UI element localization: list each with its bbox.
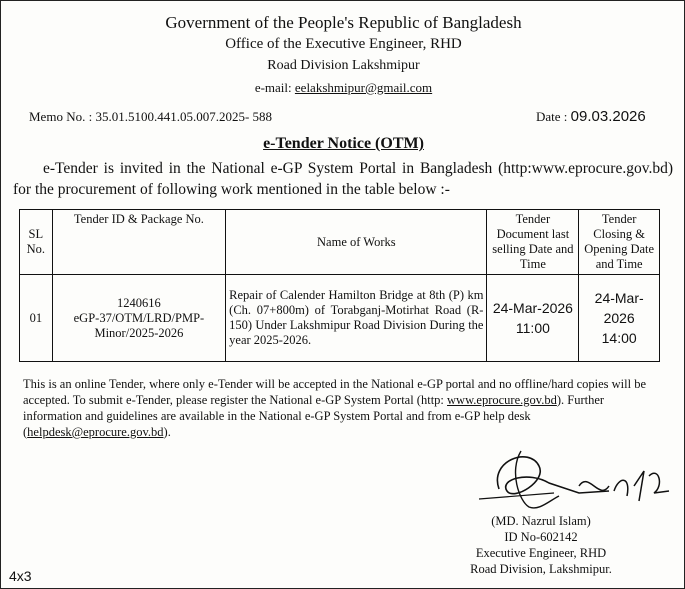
tender-table: [19, 209, 660, 362]
memo-number: Memo No. : 35.01.5100.441.05.007.2025- 588: [29, 109, 273, 124]
row-sl: 01: [20, 275, 53, 362]
table-header-row: [20, 210, 660, 275]
intro-paragraph: e-Tender is invited in the National e-GP System Portal in Bangladesh (http:www.eprocure.gov.bd) for the procurement of following work mentioned in the table below :-: [13, 160, 673, 198]
row-close-cell: [579, 275, 660, 362]
header-work: Name of Works: [226, 210, 487, 275]
office-title: Office of the Executive Engineer, RHD: [225, 36, 462, 52]
row-work-name: Repair of Calender Hamilton Bridge at 8th (P) km (Ch. 07+800m) of Torabganj-Motirhat Road (R-150) Under Lakshmipur Road Division During the year 2025-2026.: [226, 275, 487, 362]
signature-image: [459, 441, 679, 521]
row-doc-cell: [487, 275, 579, 362]
header-closing: Tender Closing & Opening Date and Time: [579, 210, 660, 275]
helpdesk-link[interactable]: helpdesk@eprocure.gov.bd: [27, 425, 164, 439]
email-link[interactable]: eelakshmipur@gmail.com: [294, 80, 433, 95]
row-doc-time: 11:00: [515, 320, 550, 336]
row-tender-id: 1240616: [117, 295, 161, 310]
signatory-name: (MD. Nazrul Islam): [491, 514, 591, 528]
date-field: [536, 108, 646, 125]
header-tender-id: Tender ID & Package No.: [52, 210, 226, 275]
row-close-time: 14:00: [601, 330, 637, 346]
footer-text-3: ).: [163, 425, 171, 439]
corner-label: 4x3: [9, 568, 32, 584]
division-title: Road Division Lakshmipur: [267, 58, 420, 73]
govt-title: Government of the People's Republic of Bangladesh: [165, 13, 522, 32]
notice-title: e-Tender Notice (OTM): [263, 135, 424, 152]
email-line: [1, 80, 685, 96]
header-doc-selling: Tender Document last selling Date and Time: [487, 210, 579, 275]
date-label: Date :: [536, 109, 571, 124]
row-close-date: 24-Mar-2026: [594, 290, 644, 326]
eprocure-link[interactable]: www.eprocure.gov.bd: [447, 393, 557, 407]
email-label: e-mail:: [254, 80, 295, 95]
signatory-office: Road Division, Lakshmipur.: [470, 562, 612, 576]
row-tender-cell: [52, 275, 226, 362]
table-row: [20, 275, 660, 362]
signatory-block: [461, 513, 621, 577]
date-value: 09.03.2026: [570, 108, 646, 125]
footer-text-1: This is an online Tender, where only e-Tender will be accepted in the National e-GP portal and no offline/hard copies will be accepted. To submit e-Tender, please register the National e-GP System Portal (http:: [23, 377, 647, 407]
signatory-designation: Executive Engineer, RHD: [475, 546, 607, 560]
footer-text-2: ). Further information and guidelines are available in the National e-GP System Portal and from e-GP help desk (: [23, 393, 605, 439]
row-package-no: eGP-37/OTM/LRD/PMP-Minor/2025-2026: [73, 310, 205, 340]
header-sl: SL No.: [20, 210, 53, 275]
row-doc-date: 24-Mar-2026: [492, 300, 573, 316]
footer-paragraph: [23, 376, 663, 440]
signatory-id: ID No-602142: [504, 530, 578, 544]
